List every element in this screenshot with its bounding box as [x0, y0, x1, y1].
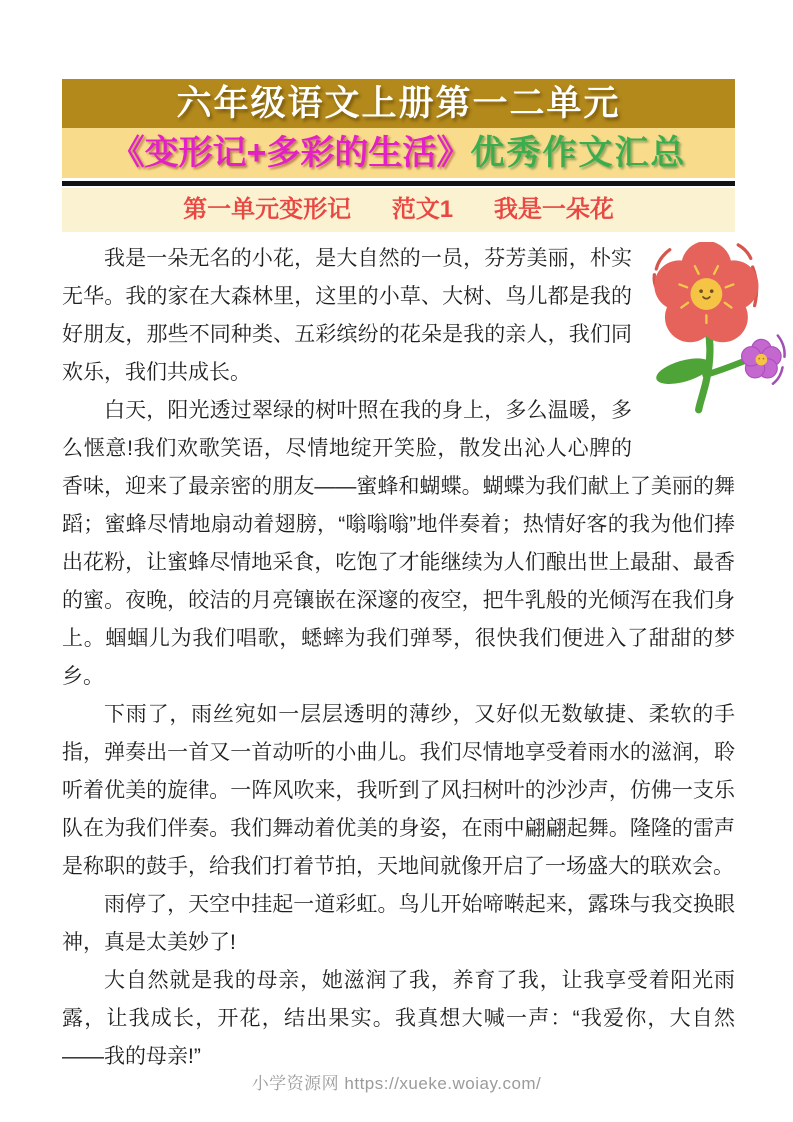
smiling-flower-icon [642, 242, 792, 430]
unit-label: 第一单元变形记 [183, 196, 352, 223]
essay-paragraph: 我是一朵无名的小花，是大自然的一员，芬芳美丽，朴实无华。我的家在大森林里，这里的小草、大树、鸟儿都是我的好朋友，那些不同种类、五彩缤纷的花朵是我的亲人，我们同欢乐，我们共成长。 [62, 247, 632, 384]
flower-face [690, 278, 722, 310]
purple-flower [742, 339, 782, 378]
essay-paragraph: 雨停了，天空中挂起一道彩虹。鸟儿开始啼啭起来，露珠与我交换眼神，真是太美妙了! [62, 893, 735, 954]
essay-paragraph: 大自然就是我的母亲，她滋润了我，养育了我，让我享受着阳光雨露，让我成长，开花，结出果实。我真想大喊一声：“我爱你，大自然——我的母亲!” [62, 969, 735, 1068]
red-flower [654, 242, 758, 342]
header [62, 79, 735, 232]
section-title-bar [62, 188, 735, 232]
subtitle-highlight: 《变形记+多彩的生活》 [110, 134, 471, 172]
flower-illustration [642, 242, 792, 430]
essay-title: 我是一朵花 [493, 196, 614, 223]
sample-number-label: 范文1 [391, 196, 454, 223]
essay-paragraph: 下雨了，雨丝宛如一层层透明的薄纱，又好似无数敏捷、柔软的手指，弹奏出一首又一首动听的小曲儿。我们尽情地享受着雨水的滋润，聆听着优美的旋律。一阵风吹来，我听到了风扫树叶的沙沙声，仿佛一支乐队在为我们伴奏。我们舞动着优美的身姿，在雨中翩翩起舞。隆隆的雷声是称职的鼓手，给我们打着节拍，天地间就像开启了一场盛大的联欢会。 [62, 703, 735, 878]
essay-paragraph: 白天，阳光透过翠绿的树叶照在我的身上，多么温暖，多么惬意!我们欢歌笑语，尽情地绽开笑脸，散发出沁人心脾的香味，迎来了最亲密的朋友——蜜蜂和蝴蝶。蝴蝶为我们献上了美丽的舞蹈；蜜蜂尽情地扇动着翅膀，“嗡嗡嗡”地伴奏着；热情好客的我为他们捧出花粉，让蜜蜂尽情地采食，吃饱了才能继续为人们酿出世上最甜、最香的蜜。夜晚，皎洁的月亮镶嵌在深邃的夜空，把牛乳般的光倾泻在我们身上。蝈蝈儿为我们唱歌，蟋蟀为我们弹琴，很快我们便进入了甜甜的梦乡。 [62, 399, 735, 688]
double-rule-divider [62, 181, 735, 186]
subtitle-rest: 优秀作文汇总 [470, 134, 687, 172]
subtitle-banner [62, 128, 735, 178]
essay-body [62, 240, 735, 1076]
stem-and-leaf [653, 331, 743, 410]
footer-source-line: 小学资源网 https://xueke.woiay.com/ [251, 1074, 542, 1093]
main-title-banner: 六年级语文上册第一二单元 [62, 79, 735, 128]
